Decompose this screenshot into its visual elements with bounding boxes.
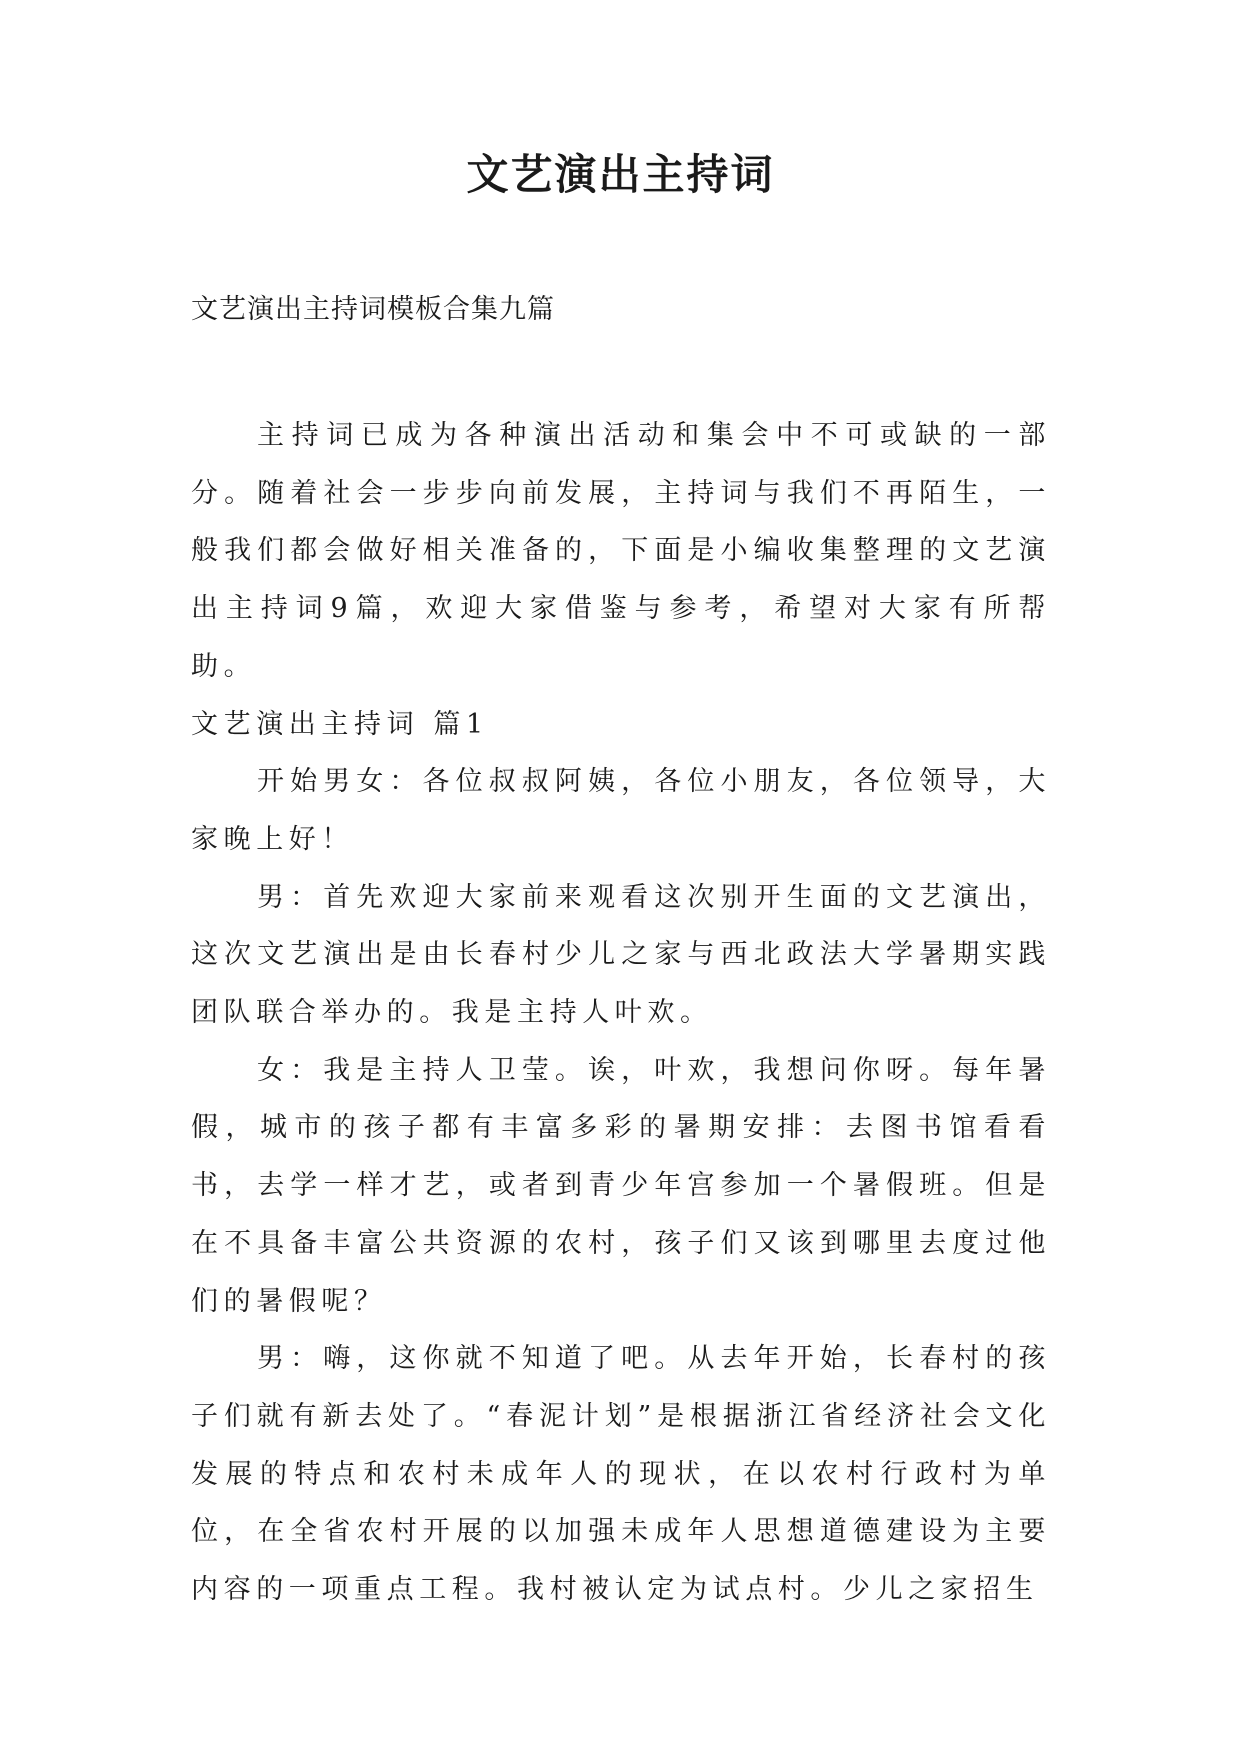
section-heading: 文艺演出主持词 篇1 — [191, 708, 489, 740]
document-body — [191, 407, 1051, 1619]
document-title: 文艺演出主持词 — [466, 150, 775, 199]
intro-paragraph: 主持词已成为各种演出活动和集会中不可或缺的一部分。随着社会一步步向前发展，主持词与我们不再陌生，一般我们都会做好相关准备的，下面是小编收集整理的文艺演出主持词9篇，欢迎大家借鉴与参考，希望对大家有所帮助。 — [191, 420, 1051, 682]
body-paragraph: 男：首先欢迎大家前来观看这次别开生面的文艺演出，这次文艺演出是由长春村少儿之家与西北政法大学暑期实践团队联合举办的。我是主持人叶欢。 — [191, 881, 1051, 1029]
body-paragraph: 男：嗨，这你就不知道了吧。从去年开始，长春村的孩子们就有新去处了。“春泥计划”是根据浙江省经济社会文化发展的特点和农村未成年人的现状，在以农村行政村为单位，在全省农村开展的以加强未成年人思想道德建设为主要内容的一项重点工程。我村被认定为试点村。少儿之家招生 — [191, 1343, 1051, 1606]
body-paragraph: 开始男女：各位叔叔阿姨，各位小朋友，各位领导，大家晚上好！ — [191, 766, 1051, 855]
document-subtitle: 文艺演出主持词模板合集九篇 — [191, 294, 555, 325]
body-paragraph: 女：我是主持人卫莹。诶，叶欢，我想问你呀。每年暑假，城市的孩子都有丰富多彩的暑期安排：去图书馆看看书，去学一样才艺，或者到青少年宫参加一个暑假班。但是在不具备丰富公共资源的农村，孩子们又该到哪里去度过他们的暑假呢？ — [191, 1054, 1051, 1317]
